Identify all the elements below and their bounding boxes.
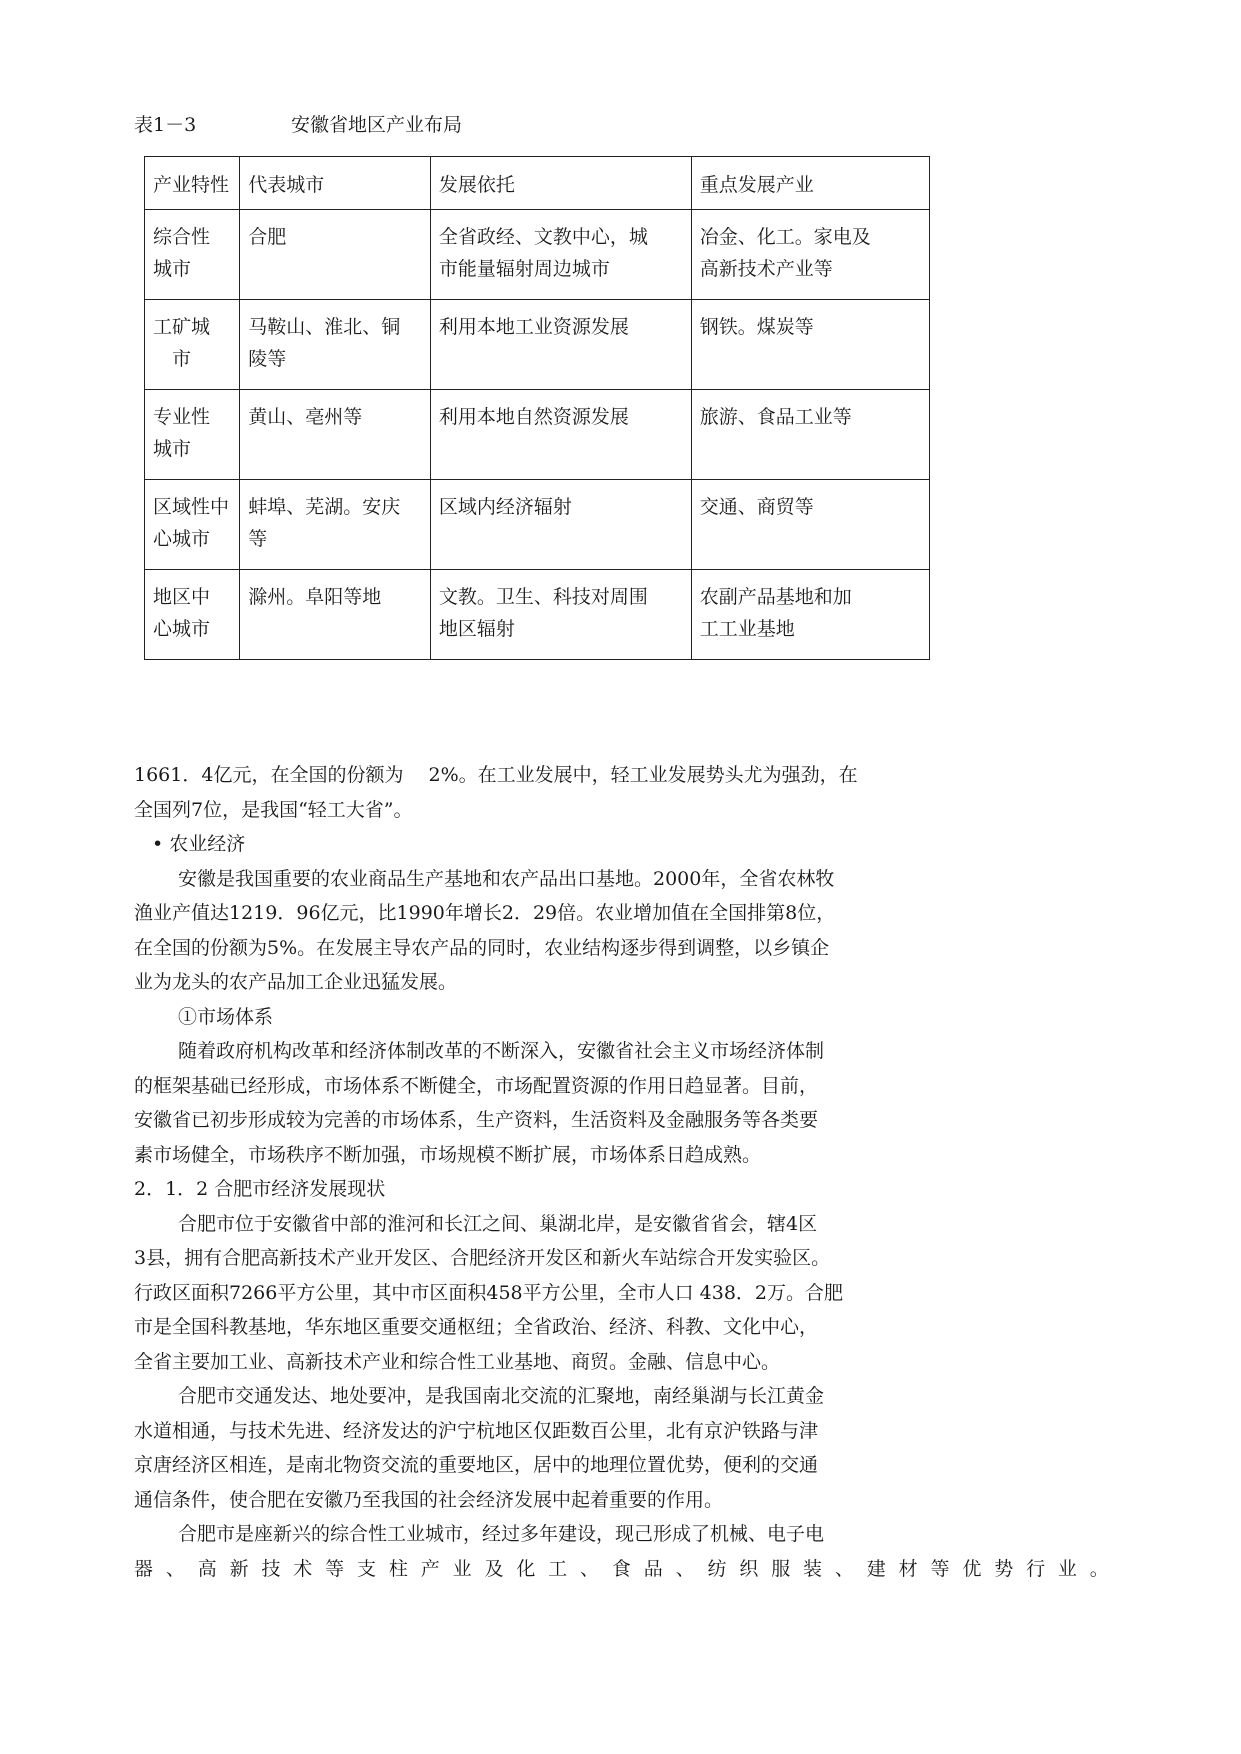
- cell-line: 市: [172, 348, 192, 370]
- text-line: 1661．4亿元，在全国的份额为 2%。在工业发展中，轻工业发展势头尤为强劲，在: [134, 764, 858, 786]
- cell-line: 地区中: [153, 586, 211, 608]
- justified-text-line: [134, 1552, 1109, 1587]
- cell-line: 高新技术产业等: [699, 258, 833, 280]
- type-cell: [145, 390, 240, 480]
- text-line: 安徽省已初步形成较为完善的市场体系，生产资料，生活资料及金融服务等各类要: [134, 1109, 819, 1131]
- justified-char: 技: [261, 1557, 281, 1580]
- cell-line: 合肥: [248, 226, 287, 248]
- justified-char: 及: [484, 1557, 504, 1580]
- cities-cell: [240, 210, 431, 300]
- cell-line: 城市: [153, 258, 192, 280]
- text-line: 合肥市是座新兴的综合性工业城市，经过多年建设，现己形成了机械、电子电: [178, 1523, 825, 1545]
- table-caption: [134, 110, 463, 137]
- justified-char: 等: [325, 1557, 345, 1580]
- justified-char: 品: [643, 1557, 663, 1580]
- cell-line: [248, 253, 428, 285]
- industries-cell: [691, 300, 929, 390]
- justified-char: 新: [229, 1557, 249, 1580]
- justified-char: 等: [930, 1557, 950, 1580]
- justified-char: 。: [1089, 1557, 1109, 1580]
- justified-char: 支: [357, 1557, 377, 1580]
- cell-line: 黄山、亳州等: [248, 406, 363, 428]
- text-line: 京唐经济区相连，是南北物资交流的重要地区，居中的地理位置优势，便利的交通: [134, 1454, 819, 1476]
- justified-char: 、: [834, 1557, 854, 1580]
- table-row: [145, 390, 930, 480]
- section-heading: 2．1．2 合肥市经济发展现状: [134, 1178, 386, 1200]
- justified-char: 装: [803, 1557, 823, 1580]
- justified-char: 纺: [707, 1557, 727, 1580]
- justified-char: 优: [962, 1557, 982, 1580]
- text-line: 通信条件，使合肥在安徽乃至我国的社会经济发展中起着重要的作用。: [134, 1488, 724, 1511]
- text-line: 全国列7位，是我国“轻工大省”。: [134, 798, 413, 821]
- basis-cell: [430, 480, 691, 570]
- cell-line: 利用本地自然资源发展: [438, 406, 629, 428]
- justified-char: 织: [739, 1557, 759, 1580]
- justified-char: 势: [994, 1557, 1014, 1580]
- text-line: 市是全国科教基地，华东地区重要交通枢纽；全省政治、经济、科教、文化中心，: [134, 1316, 819, 1338]
- cell-line: 市能量辐射周边城市: [438, 258, 610, 280]
- text-line: 水道相通，与技术先进、经济发达的沪宁杭地区仅距数百公里，北有京沪铁路与津: [134, 1419, 819, 1442]
- basis-cell: [430, 300, 691, 390]
- justified-char: 业: [452, 1557, 472, 1580]
- type-cell: [145, 210, 240, 300]
- justified-char: 、: [580, 1557, 600, 1580]
- bullet-heading: • 农业经济: [152, 833, 246, 855]
- justified-char: 工: [548, 1557, 568, 1580]
- basis-cell: [430, 210, 691, 300]
- cell-line: 钢铁。煤炭等: [699, 316, 814, 338]
- cell-line: 专业性: [153, 406, 211, 428]
- header-cell: 代表城市: [240, 157, 431, 210]
- justified-char: 器: [134, 1557, 154, 1580]
- cell-line: [439, 523, 689, 555]
- type-cell: [145, 570, 240, 660]
- text-line: 业为龙头的农产品加工企业迅猛发展。: [134, 971, 458, 993]
- basis-cell: [430, 570, 691, 660]
- header-cell: 产业特性: [145, 157, 240, 210]
- cell-line: 心城市: [153, 618, 211, 640]
- text-line: 素市场健全，市场秩序不断加强，市场规模不断扩展，市场体系日趋成熟。: [134, 1143, 762, 1166]
- type-cell: [145, 300, 240, 390]
- justified-char: 柱: [388, 1557, 408, 1580]
- cell-line: [700, 343, 927, 375]
- table-number: 表1－3: [134, 114, 197, 136]
- cell-line: 心城市: [153, 528, 211, 550]
- cell-line: 等: [248, 528, 268, 550]
- table-row: [145, 570, 930, 660]
- text-line: 合肥市交通发达、地处要冲，是我国南北交流的汇聚地，南经巢湖与长江黄金: [178, 1385, 825, 1407]
- cell-line: 综合性: [153, 226, 211, 248]
- text-line: 合肥市位于安徽省中部的淮河和长江之间、巢湖北岸，是安徽省省会，辖4区: [178, 1212, 818, 1235]
- cities-cell: [240, 570, 431, 660]
- cell-line: 工矿城: [153, 316, 211, 338]
- text-line: 的框架基础已经形成，市场体系不断健全，市场配置资源的作用日趋显著。目前，: [134, 1074, 819, 1097]
- text-line: 3县，拥有合肥高新技术产业开发区、合肥经济开发区和新火车站综合开发实验区。: [134, 1247, 831, 1269]
- cell-line: 马鞍山、淮北、铜: [248, 316, 401, 338]
- cities-cell: [240, 480, 431, 570]
- cell-line: [700, 433, 927, 465]
- table-title: 安徽省地区产业布局: [291, 114, 463, 136]
- industries-cell: [691, 480, 929, 570]
- cell-line: [439, 343, 689, 375]
- cell-line: 利用本地工业资源发展: [438, 316, 629, 338]
- cell-line: 交通、商贸等: [699, 496, 814, 518]
- justified-char: 服: [771, 1557, 791, 1580]
- text-line: 在全国的份额为5%。在发展主导农产品的同时，农业结构逐步得到调整，以乡镇企: [134, 936, 830, 959]
- cities-cell: [240, 390, 431, 480]
- text-line: 渔业产值达1219．96亿元，比1990年增长2．29倍。农业增加值在全国排第8位，: [134, 902, 836, 924]
- type-cell: [145, 480, 240, 570]
- justified-char: 食: [611, 1557, 631, 1580]
- cell-line: 区域性中: [153, 496, 230, 518]
- cell-line: [248, 613, 428, 645]
- justified-char: 产: [420, 1557, 440, 1580]
- text-line: 全省主要加工业、高新技术产业和综合性工业基地、商贸。金融、信息中心。: [134, 1350, 781, 1373]
- cell-line: 工工业基地: [699, 618, 795, 640]
- basis-cell: [430, 390, 691, 480]
- cell-line: [439, 433, 689, 465]
- justified-char: 行: [1026, 1557, 1046, 1580]
- justified-char: 材: [898, 1557, 918, 1580]
- cell-line: 全省政经、文教中心，城: [438, 226, 648, 248]
- table-row: [145, 210, 930, 300]
- cell-line: 旅游、食品工业等: [699, 406, 852, 428]
- table-row: [145, 480, 930, 570]
- justified-char: 业: [1057, 1557, 1077, 1580]
- cell-line: 城市: [153, 438, 192, 460]
- table-header-row: [145, 157, 930, 210]
- header-cell: 重点发展产业: [691, 157, 929, 210]
- cell-line: 陵等: [248, 348, 287, 370]
- justified-char: 高: [197, 1557, 217, 1580]
- justified-char: 建: [866, 1557, 886, 1580]
- cell-line: [248, 433, 428, 465]
- text-line: 安徽是我国重要的农业商品生产基地和农产品出口基地。2000年，全省农林牧: [178, 867, 835, 890]
- justified-char: 术: [293, 1557, 313, 1580]
- justified-char: 、: [165, 1557, 185, 1580]
- table-row: [145, 300, 930, 390]
- cell-line: 蚌埠、芜湖。安庆: [248, 496, 401, 518]
- cell-line: 农副产品基地和加: [699, 586, 852, 608]
- cell-line: 滁州。阜阳等地: [248, 586, 382, 608]
- justified-char: 、: [675, 1557, 695, 1580]
- text-line: 随着政府机构改革和经济体制改革的不断深入，安徽省社会主义市场经济体制: [178, 1040, 825, 1062]
- industries-cell: [691, 570, 929, 660]
- cell-line: [700, 523, 927, 555]
- text-line: 行政区面积7266平方公里，其中市区面积458平方公里，全市人口 438．2万。合肥: [134, 1281, 844, 1304]
- industries-cell: [691, 210, 929, 300]
- justified-char: 化: [516, 1557, 536, 1580]
- cities-cell: [240, 300, 431, 390]
- cell-line: 冶金、化工。家电及: [699, 226, 871, 248]
- body-text: [134, 758, 1109, 1586]
- industries-cell: [691, 390, 929, 480]
- industry-layout-table: [144, 156, 930, 660]
- cell-line: 区域内经济辐射: [438, 496, 572, 518]
- subsection-heading: ①市场体系: [178, 1005, 274, 1028]
- cell-line: 地区辐射: [438, 618, 515, 640]
- cell-line: 文教。卫生、科技对周围: [438, 586, 648, 608]
- header-cell: 发展依托: [430, 157, 691, 210]
